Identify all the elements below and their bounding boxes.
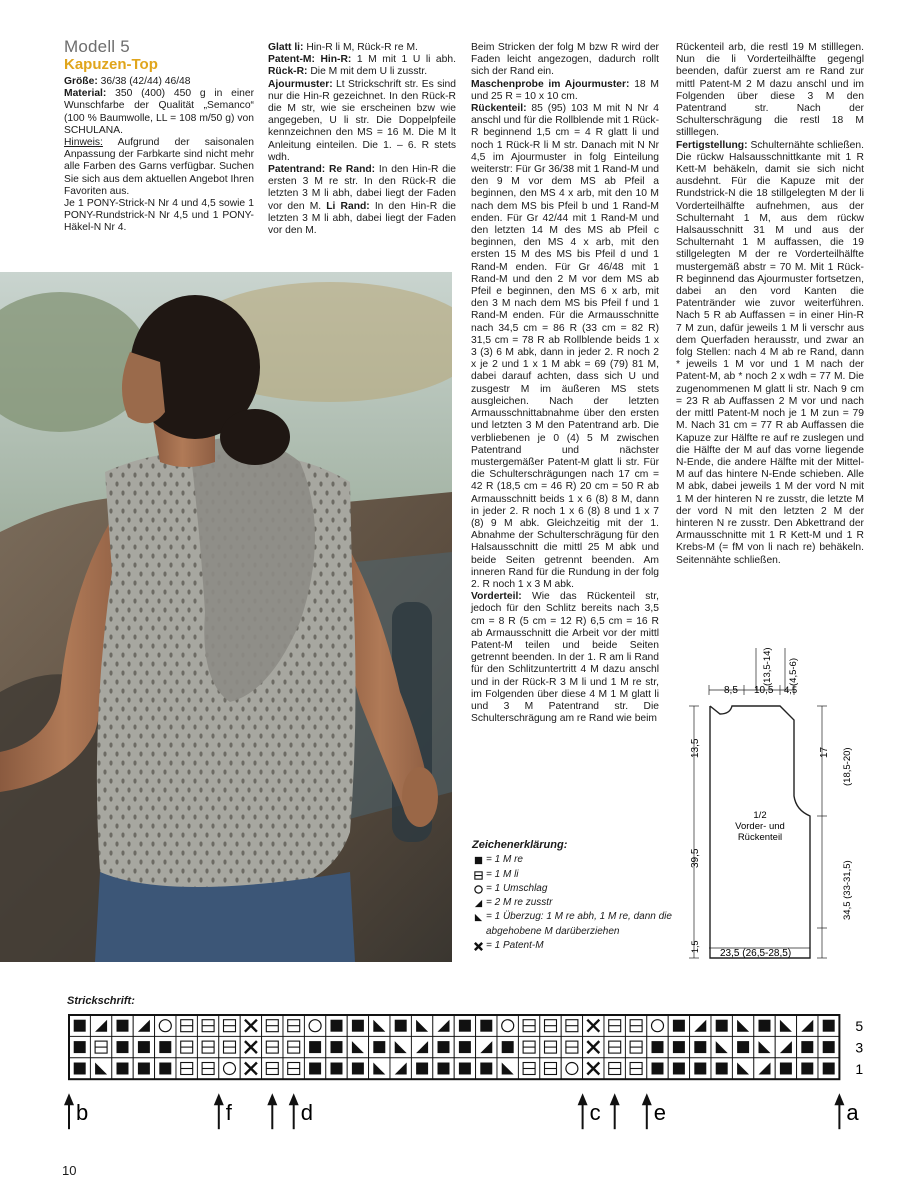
chart-cell-P xyxy=(518,1058,539,1079)
svg-text:b: b xyxy=(76,1100,89,1126)
legend-item xyxy=(472,910,672,939)
legend-text: = 1 Umschlag xyxy=(486,882,548,894)
chart-title: Strickschrift: xyxy=(67,995,135,1007)
chart-cell-K xyxy=(133,1036,154,1057)
schematic-label: 1/2 Vorder- und Rückenteil xyxy=(735,810,785,843)
chart-arrow xyxy=(642,1093,666,1129)
schematic-width-b: 10,5 xyxy=(754,685,774,696)
chart-cell-S xyxy=(775,1015,796,1036)
paragraph-text: In den Hin-R die letzten 3 M li abh, dabei liegt der Faden vor den M. xyxy=(268,200,456,237)
chart-cell-T xyxy=(90,1015,111,1036)
chart-cell-K xyxy=(454,1036,475,1057)
intro-column xyxy=(64,37,254,235)
chart-arrow xyxy=(834,1093,859,1129)
chart-arrow xyxy=(64,1093,88,1129)
paragraph-text: 350 (400) 450 g in einer Wunschfarbe der Qualität „Semanco“ (100 % Baumwolle, LL = 108 m/50 g) von SCHULANA. xyxy=(64,88,254,136)
chart-cell-S xyxy=(497,1058,518,1079)
chart-cell-X xyxy=(583,1058,604,1079)
chart-cell-P xyxy=(262,1058,283,1079)
schematic-armhole-alt: (18,5-20) xyxy=(842,747,853,786)
paragraph-label: Maschenprobe im Ajourmuster: xyxy=(471,78,630,90)
paragraph-label: Rück-R: xyxy=(268,66,308,78)
model-number: Modell 5 xyxy=(64,37,130,56)
chart-cell-K xyxy=(155,1058,176,1079)
schematic-neck: (13,5-14) xyxy=(762,647,773,686)
paragraph xyxy=(268,54,456,78)
paragraph xyxy=(268,79,456,164)
chart-cell-K xyxy=(112,1015,133,1036)
k2tog-icon xyxy=(472,897,486,910)
chart-cell-K xyxy=(647,1058,668,1079)
paragraph-text: Je 1 PONY-Strick-N Nr 4 und 4,5 sowie 1 PONY-Rundstrick-N Nr 4,5 und 1 PONY-Häkel-N Nr 4. xyxy=(64,198,254,234)
chart-cell-K xyxy=(411,1058,432,1079)
chart-cell-P xyxy=(90,1036,111,1057)
chart-row-label: 5 xyxy=(855,1018,864,1035)
paragraph-text: 85 (95) 103 M mit N Nr 4 anschl und für die Rollblende mit 1 Rück-R beginnend 1,5 cm = 4 R glatt li und noch 1 Rück-R li M str. Danach mit N Nr 4,5 im Ajourmuster in folg Einteilung weiterstr: Für Gr 36/38 mit 1 Rand-M und den 9 M vor dem MS ab Pfeil a beginnen, den MS 4 x arb, mit den 10 M nach dem MS bis Pfeil b und 1 Rand-M enden. Für Gr 42/44 mit 1 Rand-M und den letzten 14 M des MS ab Pfeil c beginnen, den MS 4 x arb, mit den ersten 15 M des MS bis Pfeil d und 1 Rand-M enden. Für Gr 46/48 mit 1 Rand-M und den 2 M vor dem MS ab Pfeil e beginnen, den MS 6 x arb, mit den 3 M nach dem MS bis Pfeil f und 1 Rand-M enden. Für die Armausschnitte nach 34,5 cm = 86 R (33 cm = 82 R) 31,5 cm = 78 R ab Rollblende beids 1 x 3 (3) 6 M abk, dann in jeder 2. R noch 2 x je 2 und 1 x 1 M abk = 69 (79) 81 M, dabei darauf achten, dass sich U und zusgestr M im äußeren MS stets ausgleichen. Nach der letzten Armausschnittabnahme über den ersten und letzten 3 M den Patentrand arb. Die verbliebenen je 0 (4) 5 M zwischen Patentrand und nächster mustergemäßer Patent-M glatt li str. Für die Schulterschrägungen nach 17 cm = 42 R (18,5 cm = 46 R) 20 cm = 50 R ab Armausschnitt beids 1 x 6 (8) 8 M, dann in jeder 2. R noch 1 x 6 (8) 8 und 1 x 7 (8) 9 M abk. Gleichzeitig mit der 1. Abnahme der Schulterschrägung für den Halsausschnitt die mittl 25 M abk und beide Seiten getrennt beenden. Am inneren Rand für die Rundung in der folg 2. R noch 1 x 3 M abk. xyxy=(471,103,659,590)
paragraph-label: Ajourmuster: xyxy=(268,78,333,90)
svg-text:d: d xyxy=(300,1100,313,1126)
chart-cell-X xyxy=(240,1015,261,1036)
chart-cell-O xyxy=(155,1015,176,1036)
paragraph-text: Rückenteil arb, die restl 19 M stilllegen. Nun die li Vorderteilhälfte gegengl beenden, dafür zuerst am re Rand zur mittl Patent-M 2 M dazu anschl und im Folgenden über diese 3 M den Patentrand str. Nach der Schulterschrägung die restl 18 M stilllegen. xyxy=(676,42,864,139)
chart-cell-P xyxy=(604,1036,625,1057)
chart-cell-K xyxy=(668,1036,689,1057)
legend-item xyxy=(472,896,672,910)
paragraph-text: 36/38 (42/44) 46/48 xyxy=(97,76,191,87)
symbol-legend xyxy=(472,838,672,953)
chart-cell-K xyxy=(818,1015,839,1036)
paragraph xyxy=(268,164,456,237)
legend-text: = 1 M re xyxy=(486,854,523,866)
paragraph-label: Patent-M: xyxy=(268,54,315,66)
chart-cell-K xyxy=(668,1015,689,1036)
chart-cell-K xyxy=(69,1015,90,1036)
knitting-chart xyxy=(60,1010,880,1140)
chart-cell-K xyxy=(497,1036,518,1057)
chart-arrow xyxy=(578,1093,601,1129)
chart-cell-P xyxy=(625,1015,646,1036)
finishing-column xyxy=(676,42,864,567)
chart-cell-K xyxy=(347,1015,368,1036)
chart-cell-X xyxy=(240,1058,261,1079)
chart-arrow xyxy=(214,1093,233,1129)
chart-cell-S xyxy=(754,1036,775,1057)
chart-cell-T xyxy=(775,1036,796,1057)
chart-cell-K xyxy=(433,1058,454,1079)
svg-text:c: c xyxy=(589,1100,601,1126)
chart-cell-K xyxy=(690,1058,711,1079)
legend-text: = 1 Überzug: 1 M re abh, 1 M re, dann die abgehobene M darüberziehen xyxy=(486,911,672,937)
chart-cell-P xyxy=(604,1058,625,1079)
schematic-side: 34,5 (33-31,5) xyxy=(842,860,853,920)
chart-cell-P xyxy=(283,1058,304,1079)
paragraph xyxy=(64,137,254,198)
chart-cell-K xyxy=(433,1036,454,1057)
chart-cell-S xyxy=(711,1036,732,1057)
chart-cell-K xyxy=(711,1058,732,1079)
chart-cell-P xyxy=(262,1036,283,1057)
chart-cell-O xyxy=(647,1015,668,1036)
chart-cell-K xyxy=(476,1015,497,1036)
chart-cell-S xyxy=(347,1036,368,1057)
chart-cell-P xyxy=(518,1015,539,1036)
chart-cell-T xyxy=(133,1015,154,1036)
model-photo xyxy=(0,272,452,962)
chart-cell-K xyxy=(347,1058,368,1079)
chart-cell-K xyxy=(112,1036,133,1057)
schematic-hem: 1,5 xyxy=(690,940,700,953)
chart-row-label: 3 xyxy=(855,1039,864,1056)
stitch-patterns-column xyxy=(268,42,456,237)
paragraph-label: Hinweis: xyxy=(64,137,103,149)
skp-icon xyxy=(472,911,486,924)
chart-cell-P xyxy=(604,1015,625,1036)
chart-cell-K xyxy=(69,1058,90,1079)
chart-cell-T xyxy=(690,1015,711,1036)
paragraph xyxy=(64,88,254,137)
chart-cell-K xyxy=(454,1058,475,1079)
paragraph-text: Schulternähte schließen. Die rückw Halsausschnittkante mit 1 R Kett-M behäkeln, damit sie sich nicht ausdehnt. Für die Kapuze mit der Rundstrick-N die 18 stillgelegten M der li Vorderteilhälfte aufnehmen, aus der Schulternaht 1 M, aus dem rückw Halsausschnitt 31 M und aus der Schulternaht 1 M auffassen, die 19 stillgelegten M der re Vorderteilhälfte mustergemäß abstr = 70 M. Mit 1 Rück-R beginnend das Ajourmuster fortsetzen, dabei an den vord Kanten die Patentränder wie zuvor weiterführen. Nach 5 R ab Auffassen = in einer Hin-R 7 M zun, dafür jeweils 1 M li verschr aus dem Querfaden herausstr, und zwar an folg Stellen: nach 4 M ab re Rand, dann * jeweils 1 M vor und 1 M nach der Patent-M, ab * noch 2 x wdh = 77 M. Die zugenommenen M glatt li str. Nach 9 cm = 23 R ab Auffassen 2 M vor und nach der mittl Patent-M noch je 1 M zun = 79 M. Nach 31 cm = 77 R ab Auffassen die Kapuze zur Hälfte re auf re zuslegen und die Hälfte der M auf das vorne liegende N-Ende, die andere Hälfte mit der Mittel-M auf das hintere N-Ende schieben. Alle M abk, dabei jeweils 1 M der vord N mit 1 M der hinteren N re zusstr, die letzte M der vord N mit den letzten 2 M der hinteren N re zusstr. Den Abkettrand der Armausschnitte mit 1 R Kett-M und 1 R Krebs-M (= fM von li nach re) behäkeln. Seitennähte schließen. xyxy=(676,139,864,566)
chart-cell-P xyxy=(197,1036,218,1057)
paragraph-text: Aufgrund der saisonalen Anpassung der Farbkarte sind nicht mehr alle Farben des Garns verfügbar. Suchen Sie sich aus dem aktuellen Angebot Ihren Favoriten aus. xyxy=(64,137,254,197)
page-title: Kapuzen-Top xyxy=(64,56,158,73)
chart-cell-S xyxy=(390,1036,411,1057)
chart-cell-O xyxy=(497,1015,518,1036)
paragraph xyxy=(268,42,456,54)
chart-cell-K xyxy=(797,1058,818,1079)
legend-title: Zeichenerklärung: xyxy=(472,839,568,851)
chart-cell-K xyxy=(369,1036,390,1057)
purl-icon xyxy=(472,869,486,882)
schematic-shoulder: (4,5-6) xyxy=(788,658,799,686)
chart-cell-K xyxy=(304,1058,325,1079)
chart-cell-T xyxy=(754,1058,775,1079)
paragraph xyxy=(64,76,254,88)
legend-text: = 1 M li xyxy=(486,868,519,880)
paragraph-label: Patentrand: Re Rand: xyxy=(268,164,376,176)
legend-text: = 2 M re zusstr xyxy=(486,897,553,909)
chart-cell-K xyxy=(304,1036,325,1057)
paragraph-text: Beim Stricken der folg M bzw R wird der Faden leicht angezogen, dadurch rollt sich der Rand ein. xyxy=(471,42,659,78)
legend-item xyxy=(472,853,672,867)
paragraph xyxy=(471,591,659,725)
chart-cell-S xyxy=(732,1058,753,1079)
chart-cell-X xyxy=(583,1015,604,1036)
svg-text:e: e xyxy=(653,1100,667,1126)
chart-cell-K xyxy=(326,1015,347,1036)
chart-cell-K xyxy=(732,1036,753,1057)
schematic-slit: 13,5 xyxy=(690,738,701,758)
chart-cell-P xyxy=(197,1058,218,1079)
paragraph-label: Rückenteil: xyxy=(471,103,527,115)
chart-cell-P xyxy=(540,1015,561,1036)
legend-item xyxy=(472,868,672,882)
garment-schematic xyxy=(672,628,872,963)
chart-cell-P xyxy=(176,1036,197,1057)
paragraph-text: Lt Strickschrift str. Es sind nur die Hin-R gezeichnet. In den Rück-R die M str, wie sie erscheinen bzw wie angegeben, U li str. Die Doppelpfeile kennzeichnen den MS = 16 M. Die M lt Anleitung einteilen. Die 1. – 6. R stets wdh. xyxy=(268,78,456,163)
paragraph-text: Wie das Rückenteil str, jedoch für den Schlitz bereits nach 3,5 cm = 8 R (5 cm = 12 R) 6,5 cm = 16 R ab Armausschnitt die Arbeit vor der mittl Patent-M teilen und beide Seiten getrennt beenden. In der 1. R am li Rand für den Schlitzuntertritt 4 M dazu anschl und in der Rück-R 3 M li und 1 M re str, im Folgenden über diese 4 M 1 M glatt li und 3 M Patentrand str. Die Schulterschrägung am re Rand wie beim xyxy=(471,591,659,725)
legend-item xyxy=(472,939,672,953)
chart-cell-P xyxy=(561,1036,582,1057)
chart-cell-S xyxy=(369,1015,390,1036)
chart-cell-K xyxy=(155,1036,176,1057)
paragraph-label: Vorderteil: xyxy=(471,591,522,603)
chart-cell-S xyxy=(732,1015,753,1036)
chart-cell-P xyxy=(197,1015,218,1036)
paragraph xyxy=(64,198,254,235)
chart-cell-X xyxy=(240,1036,261,1057)
chart-cell-P xyxy=(518,1036,539,1057)
chart-cell-P xyxy=(176,1058,197,1079)
chart-arrow xyxy=(610,1093,620,1129)
knit-right-icon xyxy=(472,854,486,867)
chart-cell-O xyxy=(561,1058,582,1079)
chart-cell-P xyxy=(625,1058,646,1079)
schematic-armhole: 17 xyxy=(819,746,830,758)
paragraph-text: 18 M und 25 R = 10 x 10 cm. xyxy=(471,78,659,102)
schematic-width-c: 4,5 xyxy=(784,685,798,696)
chart-cell-T xyxy=(797,1015,818,1036)
back-front-column xyxy=(471,42,659,725)
chart-arrow xyxy=(289,1093,313,1129)
paragraph-text: 1 M mit 1 U li abh. xyxy=(351,54,456,66)
chart-cell-P xyxy=(540,1036,561,1057)
chart-cell-X xyxy=(583,1036,604,1057)
paragraph-text: Hin-R li M, Rück-R re M. xyxy=(303,42,418,53)
chart-cell-K xyxy=(711,1015,732,1036)
paragraph-label: Material: xyxy=(64,88,107,100)
chart-cell-K xyxy=(647,1036,668,1057)
chart-cell-S xyxy=(90,1058,111,1079)
schematic-total: 39,5 xyxy=(690,848,701,868)
legend-text: = 1 Patent-M xyxy=(486,940,544,952)
chart-cell-K xyxy=(754,1015,775,1036)
paragraph-text: Die M mit dem U li zusstr. xyxy=(307,66,428,78)
chart-cell-P xyxy=(540,1058,561,1079)
chart-cell-K xyxy=(668,1058,689,1079)
chart-row-label: 1 xyxy=(855,1060,864,1077)
chart-cell-K xyxy=(690,1036,711,1057)
chart-cell-T xyxy=(476,1036,497,1057)
chart-cell-S xyxy=(411,1015,432,1036)
chart-cell-K xyxy=(326,1036,347,1057)
paragraph-label: Glatt li: xyxy=(268,42,304,53)
materials-text xyxy=(64,76,254,235)
chart-cell-K xyxy=(775,1058,796,1079)
svg-text:f: f xyxy=(225,1100,232,1126)
patent-icon xyxy=(472,940,486,953)
chart-cell-P xyxy=(561,1015,582,1036)
chart-cell-P xyxy=(219,1036,240,1057)
chart-cell-K xyxy=(112,1058,133,1079)
chart-cell-T xyxy=(411,1036,432,1057)
paragraph-label: Größe: xyxy=(64,76,98,87)
paragraph-label: Hin-R: xyxy=(320,54,352,66)
paragraph-label: Fertigstellung: xyxy=(676,139,748,151)
chart-cell-S xyxy=(369,1058,390,1079)
paragraph-label: Li Rand: xyxy=(326,200,370,212)
chart-cell-T xyxy=(390,1058,411,1079)
paragraph xyxy=(676,42,864,140)
chart-cell-P xyxy=(283,1036,304,1057)
chart-cell-T xyxy=(433,1015,454,1036)
paragraph xyxy=(676,140,864,567)
chart-cell-P xyxy=(283,1015,304,1036)
chart-arrow xyxy=(267,1093,277,1129)
schematic-width-a: 8,5 xyxy=(724,685,738,696)
chart-cell-K xyxy=(818,1058,839,1079)
chart-cell-P xyxy=(176,1015,197,1036)
paragraph xyxy=(471,103,659,591)
chart-cell-K xyxy=(390,1015,411,1036)
chart-cell-K xyxy=(797,1036,818,1057)
chart-cell-K xyxy=(69,1036,90,1057)
chart-cell-K xyxy=(476,1058,497,1079)
paragraph-text: In den Hin-R die ersten 3 M re str. In den Rück-R die letzten 3 M li abh, dabei liegt der Faden vor den M. xyxy=(268,164,456,212)
chart-cell-P xyxy=(625,1036,646,1057)
svg-text:a: a xyxy=(846,1100,859,1126)
chart-cell-P xyxy=(219,1015,240,1036)
chart-cell-O xyxy=(304,1015,325,1036)
chart-cell-K xyxy=(133,1058,154,1079)
chart-cell-P xyxy=(262,1015,283,1036)
yarn-over-icon xyxy=(472,883,486,896)
chart-cell-K xyxy=(454,1015,475,1036)
page-number: 10 xyxy=(62,1163,77,1178)
chart-cell-O xyxy=(219,1058,240,1079)
paragraph xyxy=(471,42,659,79)
legend-item xyxy=(472,882,672,896)
chart-cell-K xyxy=(326,1058,347,1079)
chart-cell-K xyxy=(818,1036,839,1057)
schematic-bottom-width: 23,5 (26,5-28,5) xyxy=(720,948,792,959)
paragraph xyxy=(471,79,659,103)
